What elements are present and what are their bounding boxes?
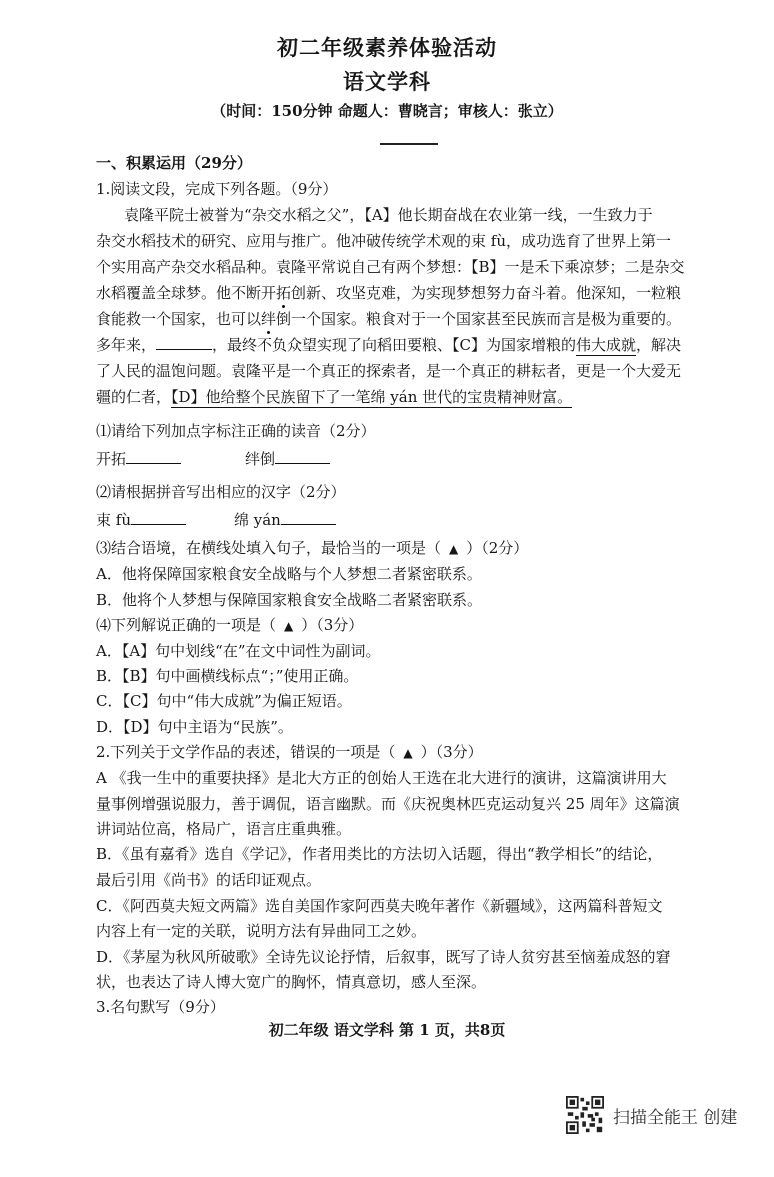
sub-question-stem: ⑴请给下列加点字标注正确的读音（2分） <box>96 422 376 440</box>
answer-blank[interactable] <box>281 510 336 525</box>
q2-option-b: 最后引用《尚书》的话印证观点。 <box>96 871 322 889</box>
answer-triangle-icon[interactable]: ▲ <box>449 542 459 556</box>
stem-text: ⑷下列解说正确的一项是（ <box>96 616 277 634</box>
dotted-char: 绊 <box>261 310 277 328</box>
option-a: A．【A】句中划线“在”在文中词性为副词。 <box>96 642 381 660</box>
stem-text: ）（3分） <box>420 743 483 761</box>
q2-option-c: 内容上有一定的关联，说明方法有异曲同工之妙。 <box>96 922 427 940</box>
page-footer: 初二年级 语文学科 第 1 页，共8页 <box>268 1021 506 1039</box>
passage-text: 创新、攻坚克难，为实现梦想努力奋斗着。他深知，一粒粮 <box>291 284 682 302</box>
passage-line <box>96 386 572 408</box>
q2-option-d: D．《茅屋为秋风所破歌》全诗先议论抒情，后叙事，既写了诗人贫穷甚至恼羞成怒的窘 <box>96 948 671 966</box>
answer-line <box>96 448 330 470</box>
passage-text: ，解决 <box>636 336 682 354</box>
q2-option-a: 讲词站位高，格局广，语言庄重典雅。 <box>96 820 352 838</box>
word-label: 绊倒 <box>245 450 276 468</box>
stem-text: ）（3分） <box>301 616 364 634</box>
option-b: B．他将个人梦想与保障国家粮食安全战略二者紧密联系。 <box>96 591 483 609</box>
word-label: 束 fù <box>96 511 131 529</box>
scanner-watermark <box>566 1095 737 1135</box>
stem-text: ）（2分） <box>466 539 529 557</box>
scanner-brand-label: 扫描全能王 创建 <box>613 1107 738 1128</box>
answer-triangle-icon[interactable]: ▲ <box>403 746 413 760</box>
subject-title: 语文学科 <box>343 69 431 94</box>
passage-text: 疆的仁者， <box>96 388 172 406</box>
sub-question-stem: ⑵请根据拼音写出相应的汉字（2分） <box>96 483 346 501</box>
passage-line: 杂交水稻技术的研究、应用与推广。他冲破传统学术观的束 fù，成功选育了世界上第一 <box>96 232 671 250</box>
q2-option-a: A 《我一生中的重要抉择》是北大方正的创始人王选在北大进行的演讲，这篇演讲用大 <box>96 769 667 787</box>
option-d: D．【D】句中主语为“民族”。 <box>96 718 293 736</box>
sub-question-stem <box>96 537 528 560</box>
title-divider <box>380 143 438 145</box>
option-a: A．他将保障国家粮食安全战略与个人梦想二者紧密联系。 <box>96 565 482 583</box>
qr-code-icon <box>566 1096 604 1134</box>
passage-line: 个实用高产杂交水稻品种。袁隆平常说自己有两个梦想：【B】一是禾下乘凉梦；二是杂交 <box>96 258 685 276</box>
underlined-phrase: 伟大成就 <box>576 336 637 354</box>
q1-stem: 1.阅读文段，完成下列各题。（9分） <box>96 180 338 198</box>
stem-text: 2.下列关于文学作品的表述，错误的一项是（ <box>96 743 396 761</box>
answer-blank[interactable] <box>131 510 186 525</box>
word-label: 开拓 <box>96 450 127 468</box>
passage-line <box>96 308 681 330</box>
q2-stem <box>96 741 483 764</box>
q2-option-a: 量事例增强说服力，善于调侃，语言幽默。而《庆祝奥林匹克运动复兴 25 周年》这篇演 <box>96 795 680 813</box>
option-c: C．【C】句中“伟大成就”为偏正短语。 <box>96 692 352 710</box>
fill-blank[interactable] <box>156 335 212 350</box>
q2-option-b: B．《虽有嘉肴》选自《学记》，作者用类比的方法切入话题，得出“教学相长”的结论， <box>96 845 663 863</box>
answer-triangle-icon[interactable]: ▲ <box>284 619 294 633</box>
underlined-sentence: 【D】他给整个民族留下了一笔绵 yán 世代的宝贵精神财富。 <box>171 388 573 406</box>
word-label: 绵 yán <box>233 511 281 529</box>
passage-text: 水稻覆盖全球梦。他不断开 <box>96 284 277 302</box>
answer-line <box>96 509 336 531</box>
section-heading: 一、积累运用（29分） <box>96 154 252 172</box>
q3-stem: 3.名句默写（9分） <box>96 998 225 1016</box>
exam-meta: （时间：150分钟 命题人：曹晓言；审核人：张立） <box>211 102 563 120</box>
passage-line <box>96 334 681 356</box>
passage-text: 多年来， <box>96 336 157 354</box>
passage-text: 倒一个国家。粮食对于一个国家甚至民族而言是极为重要的。 <box>276 310 682 328</box>
sub-question-stem <box>96 614 363 637</box>
stem-text: ⑶结合语境，在横线处填入句子，最恰当的一项是（ <box>96 539 442 557</box>
option-b: B．【B】句中画横线标点“；”使用正确。 <box>96 667 359 685</box>
dotted-char: 拓 <box>276 284 292 302</box>
answer-blank[interactable] <box>126 449 181 464</box>
passage-line: 了人民的温饱问题。袁隆平是一个真正的探索者，是一个真正的耕耘者，更是一个大爱无 <box>96 362 682 380</box>
answer-blank[interactable] <box>275 449 330 464</box>
passage-text: ，最终不负众望实现了向稻田要粮、【C】为国家增粮的 <box>212 336 576 354</box>
exam-title: 初二年级素养体验活动 <box>277 35 497 60</box>
q2-option-c: C．《阿西莫夫短文两篇》选自美国作家阿西莫夫晚年著作《新疆域》，这两篇科普短文 <box>96 897 663 915</box>
passage-text: 食能救一个国家，也可以 <box>96 310 262 328</box>
passage-line <box>96 282 681 304</box>
passage-line: 袁隆平院士被誉为“杂交水稻之父”，【A】他长期奋战在农业第一线，一生致力于 <box>124 206 653 224</box>
q2-option-d: 状，也表达了诗人博大宽广的胸怀，情真意切，感人至深。 <box>96 973 487 991</box>
